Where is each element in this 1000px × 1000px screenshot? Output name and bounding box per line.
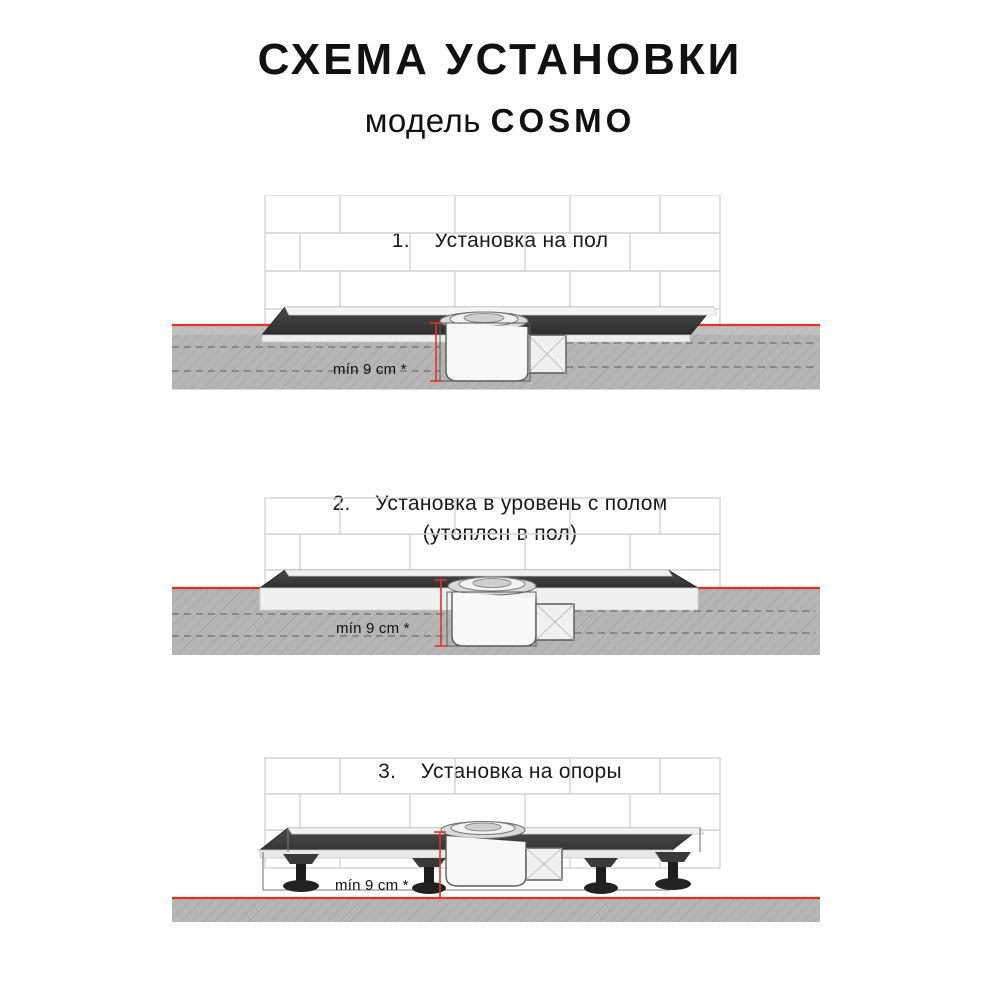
scene-3-number: 3. <box>378 760 397 783</box>
leg <box>655 852 691 890</box>
page-subtitle <box>0 102 1000 140</box>
scene-1-label: Установка на пол <box>434 229 609 252</box>
scene-floor-mount <box>0 195 1000 435</box>
scene-2-number: 2. <box>332 492 351 515</box>
page-title: СХЕМА УСТАНОВКИ <box>257 35 743 84</box>
scene-2-dimension-label: mín 9 cm * <box>336 620 410 637</box>
scene-legs-mount <box>0 740 1000 970</box>
scene-1-drawing <box>0 195 1000 435</box>
scene-2-caption-line2: (утоплен в пол) <box>422 522 578 545</box>
leg <box>584 858 618 894</box>
model-name: COSMO <box>490 102 636 140</box>
floor-slab <box>172 898 820 922</box>
scene-3-dimension-label: mín 9 cm * <box>335 877 409 894</box>
scene-2-label: Установка в уровень с полом <box>375 492 668 515</box>
scene-3-drawing <box>0 740 1000 970</box>
scene-flush-mount <box>0 470 1000 720</box>
scene-2-drawing <box>0 470 1000 720</box>
scene-1-number: 1. <box>391 229 410 252</box>
subtitle-prefix: модель <box>364 102 491 140</box>
leg <box>283 854 319 892</box>
scene-3-label: Установка на опоры <box>420 760 622 783</box>
leg <box>412 858 446 894</box>
page-header <box>0 36 1000 140</box>
scene-1-dimension-label: mín 9 cm * <box>333 361 407 378</box>
